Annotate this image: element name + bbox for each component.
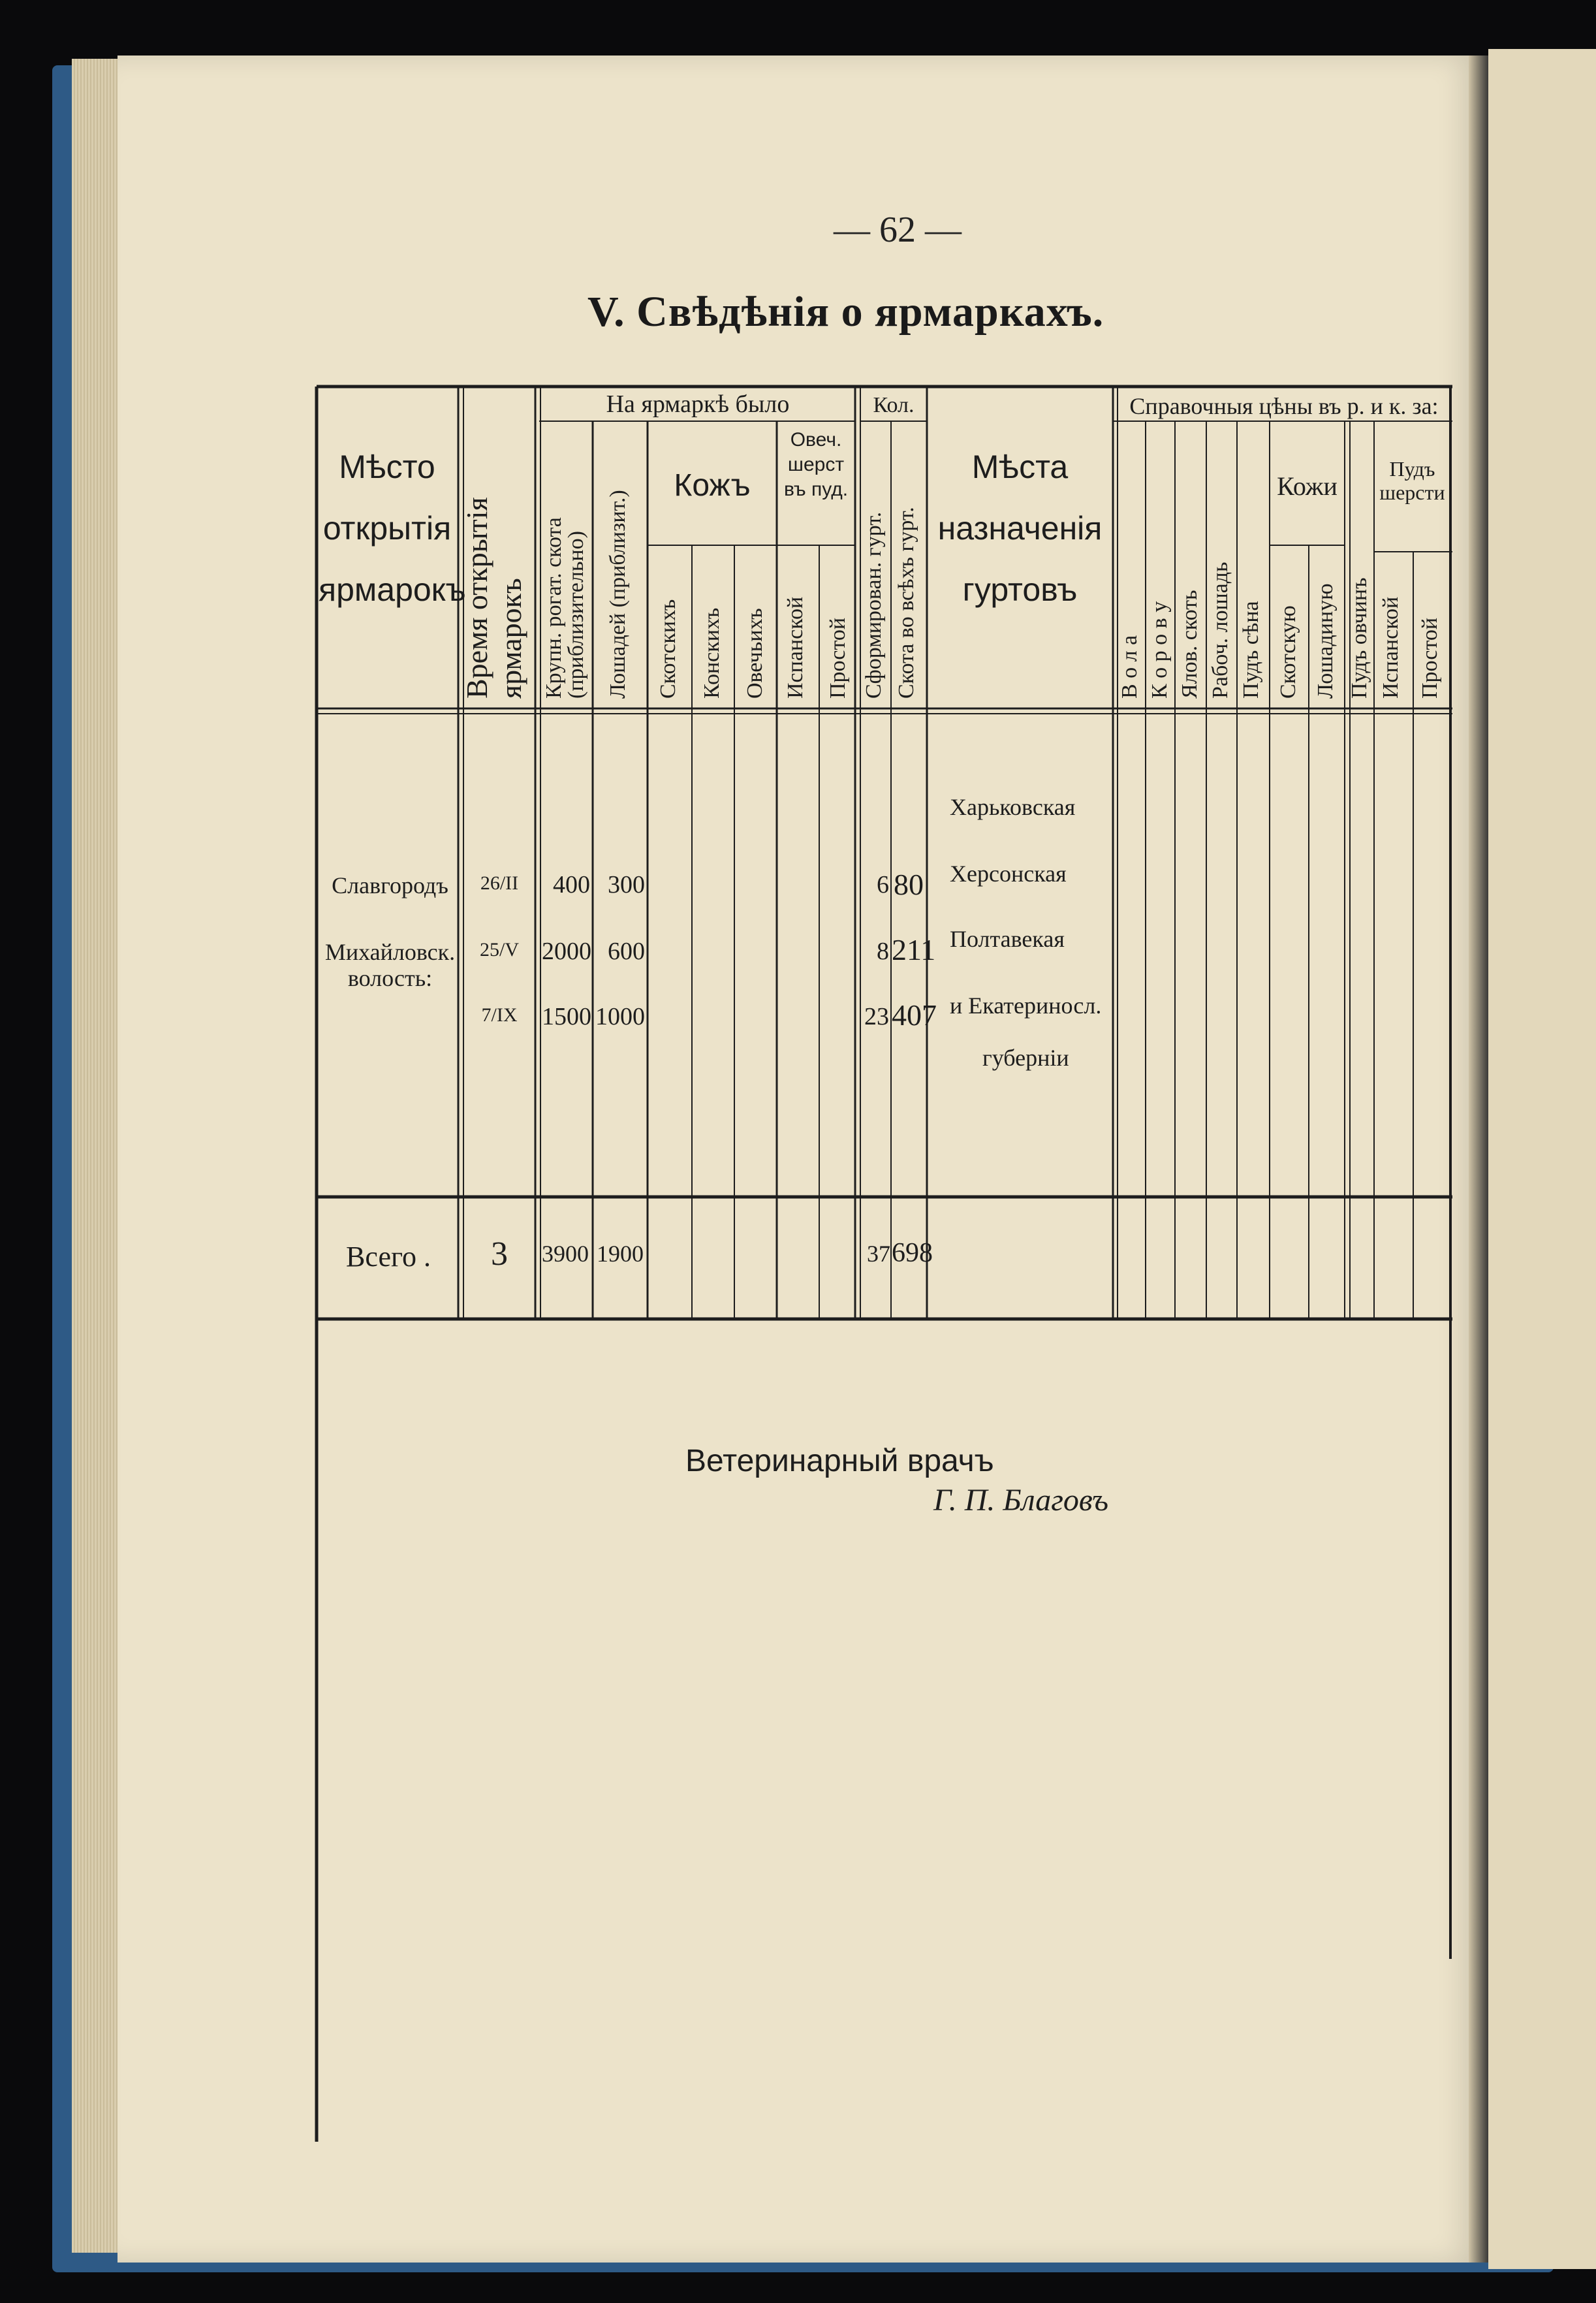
destination-item: Полтавекая (950, 926, 1065, 952)
row-formed: 8 (877, 938, 889, 965)
header-group-prices: Справочныя цѣны въ р. и к. за: (1129, 393, 1439, 419)
header-wool-simple: Простой (826, 617, 850, 699)
totals-cattle: 3900 (542, 1241, 589, 1267)
header-place (319, 449, 466, 608)
row-formed: 6 (877, 871, 889, 898)
header-cattle-all: Скота во всѣхъ гурт. (894, 507, 918, 699)
header-dest-line3: гуртовъ (962, 571, 1078, 608)
header-woolpud: Пудъ шерсти (1379, 457, 1445, 504)
header-horses: Лошадей (приблизит.) (606, 490, 630, 699)
header-dest-line1: Мѣста (971, 449, 1069, 485)
header-place-line1: Мѣсто (339, 449, 435, 485)
header-wool: Овеч. шерст въ пуд. (783, 429, 849, 500)
totals-formed: 37 (867, 1241, 890, 1267)
row-cattle: 400 (553, 871, 590, 898)
row-total: 407 (892, 998, 937, 1032)
row-horses: 600 (608, 938, 645, 965)
header-price-oxen: В о л а (1118, 635, 1142, 699)
destination-item: Херсонская (950, 861, 1067, 887)
header-time: Время открытія ярмарокъ (460, 497, 527, 699)
header-dest (927, 451, 1113, 606)
header-hides-horse: Конскихъ (700, 607, 724, 699)
row-time: 26/II (480, 872, 519, 894)
row-horses: 300 (608, 871, 645, 898)
header-formed: Сформирован. гурт. (862, 511, 886, 699)
header-skin-horse: Лошадиную (1313, 583, 1338, 699)
header-price-cow: К о р о в у (1148, 601, 1172, 699)
totals-horses: 1900 (597, 1241, 644, 1267)
page-title: V. Свѣдѣнія о ярмаркахъ. (587, 288, 1104, 336)
header-place-line2: открытія (322, 510, 452, 547)
row-cattle: 2000 (542, 938, 591, 965)
destination-item: и Екатериносл. (950, 993, 1102, 1019)
page-number: — 62 — (834, 210, 962, 250)
header-price-workhorse: Рабоч. лошадь (1208, 562, 1232, 699)
header-hides-sheep: Овечьихъ (743, 608, 767, 699)
totals-total: 698 (892, 1238, 933, 1268)
row-total: 80 (894, 868, 924, 901)
destination-item: Харьковская (950, 794, 1076, 820)
header-skins: Кожи (1277, 471, 1338, 501)
header-cattle: Крупн. рогат. скота (приблизительно) (542, 517, 588, 699)
row-place: Славгородъ (332, 872, 448, 898)
signature-name: Г. П. Благовъ (933, 1483, 1109, 1517)
row-place: Михайловск. (324, 939, 456, 965)
header-dest-line2: назначенія (937, 510, 1103, 547)
header-skin-cattle: Скотскую (1276, 605, 1300, 699)
header-price-barren: Ялов. скоть (1178, 590, 1202, 699)
totals-count: 3 (491, 1235, 508, 1273)
header-price-hay: Пудъ сѣна (1239, 601, 1263, 699)
destination-item: губернiи (982, 1045, 1069, 1071)
signature-role: Ветеринарный врачъ (685, 1444, 994, 1478)
header-group-was: На ярмаркѣ было (606, 390, 790, 418)
row-horses: 1000 (595, 1003, 645, 1030)
header-hides-cattle: Скотскихъ (656, 599, 680, 699)
row-time: 7/IX (481, 1004, 518, 1026)
header-group-kol: Кол. (873, 393, 915, 417)
row-cattle: 1500 (542, 1003, 591, 1030)
row-formed: 23 (864, 1003, 889, 1030)
header-price-sheepskin: Пудъ овчинъ (1347, 577, 1371, 699)
header-hides: Кожъ (674, 468, 751, 503)
header-wool-spanish: Испанской (783, 596, 807, 699)
header-woolpud-spanish: Испанской (1379, 596, 1403, 699)
row-place: волость: (347, 965, 433, 991)
row-time: 25/V (480, 939, 519, 961)
header-woolpud-simple: Простой (1418, 617, 1442, 699)
header-place-line3: ярмарокъ (319, 571, 466, 608)
totals-label: Всего . (346, 1241, 431, 1273)
row-total: 211 (892, 933, 936, 966)
